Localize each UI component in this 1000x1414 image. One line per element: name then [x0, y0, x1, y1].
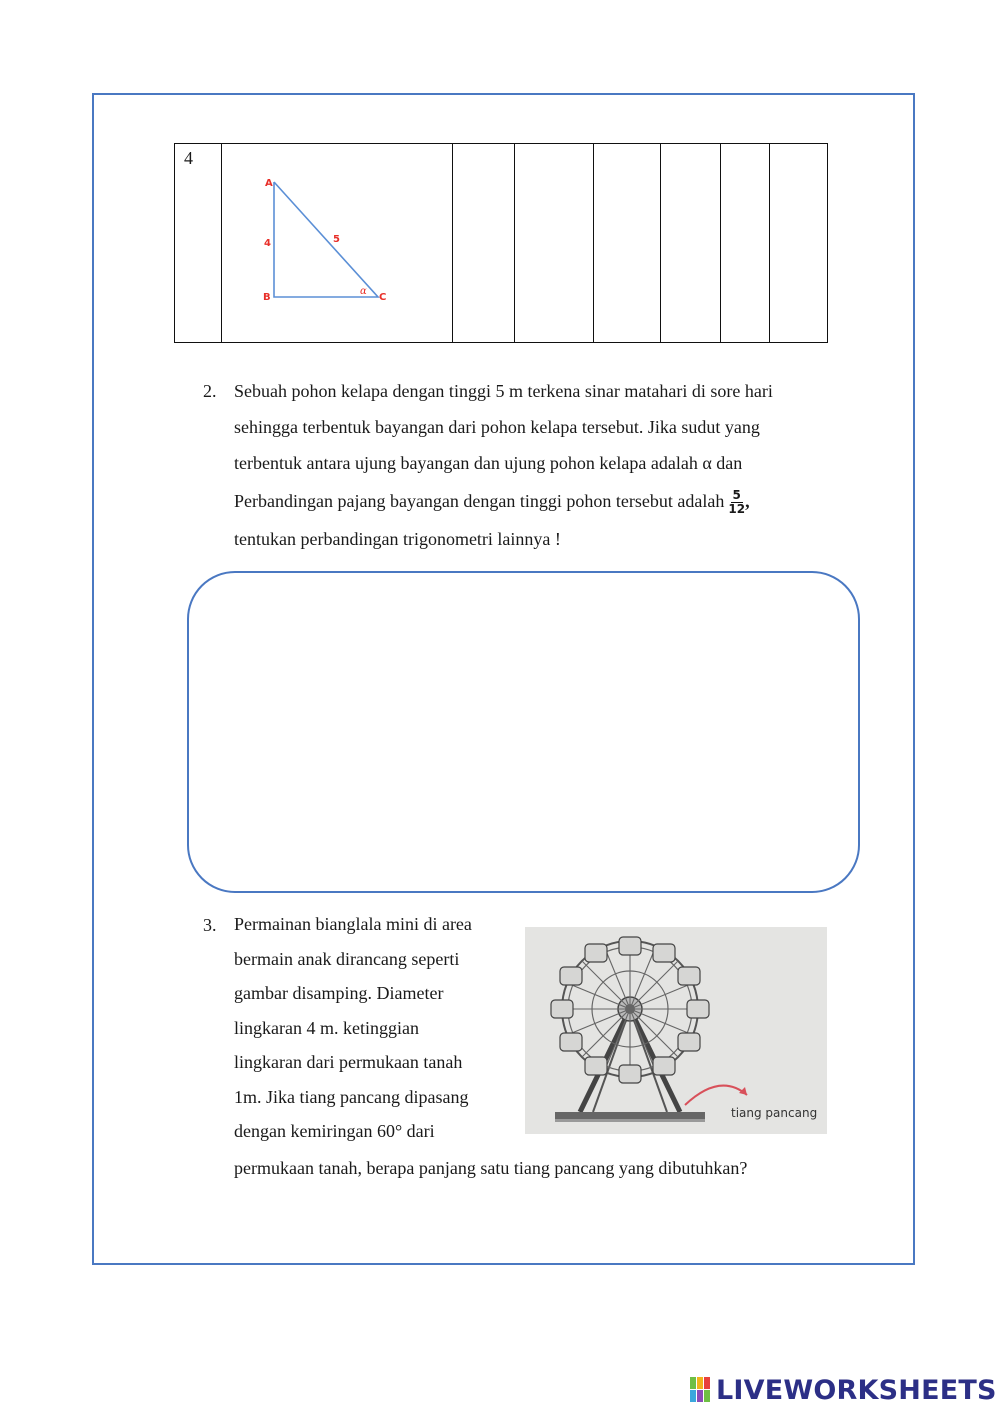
question-2-number: 2.: [203, 381, 217, 401]
question-3-line: dengan kemiringan 60° dari: [234, 1121, 435, 1141]
question-3-line: 1m. Jika tiang pancang dipasang: [234, 1086, 469, 1107]
side-ab-label: 4: [264, 238, 271, 249]
question-2-line: sehingga terbentuk bayangan dari pohon kelapa tersebut. Jika sudut yang: [234, 417, 760, 437]
question-3-line: bermain anak dirancang seperti: [234, 948, 460, 969]
row-number: 4: [184, 148, 193, 168]
triangle-shape: [274, 182, 378, 297]
table-cell-empty[interactable]: [661, 144, 721, 343]
fraction-5-12: [728, 489, 745, 516]
table-cell-empty[interactable]: [770, 144, 828, 343]
angle-alpha-label: α: [360, 286, 367, 297]
table-cell-number: [175, 144, 222, 343]
table-cell-empty[interactable]: [594, 144, 661, 343]
ferris-wheel-illustration: [525, 927, 827, 1134]
answer-box-question-2[interactable]: [187, 571, 860, 893]
liveworksheets-icon: [690, 1377, 716, 1403]
question-2-line: Sebuah pohon kelapa dengan tinggi 5 m terkena sinar matahari di sore hari: [234, 381, 773, 401]
tiang-pancang-label: tiang pancang: [731, 1106, 818, 1120]
ferris-wheel-image: [525, 927, 827, 1134]
question-2-line-with-fraction: [234, 481, 864, 521]
question-3-line: lingkaran dari permukaan tanah: [234, 1052, 463, 1072]
vertex-a-label: A: [265, 178, 273, 189]
side-ac-label: 5: [333, 234, 340, 245]
question-2-line: Perbandingan pajang bayangan dengan tinggi pohon tersebut adalah: [234, 491, 725, 511]
vertex-c-label: C: [379, 292, 387, 303]
question-2: [203, 373, 863, 558]
question-3-line: Permainan bianglala mini di area: [234, 914, 472, 934]
right-triangle-figure: [222, 144, 453, 344]
question-2-line: tentukan perbandingan trigonometri lainnya !: [234, 529, 561, 549]
question-3-line: lingkaran 4 m. ketinggian: [234, 1017, 419, 1038]
table-cell-empty[interactable]: [515, 144, 594, 343]
table-cell-empty[interactable]: [721, 144, 770, 343]
liveworksheets-wordmark: LIVEWORKSHEETS: [716, 1374, 997, 1406]
question-3-last-line: permukaan tanah, berapa panjang satu tiang pancang yang dibutuhkan?: [234, 1158, 748, 1178]
table-row: [175, 144, 828, 343]
question-3-line: gambar disamping. Diameter: [234, 983, 444, 1003]
fraction-numerator: 5: [732, 488, 741, 503]
vertex-b-label: B: [263, 292, 271, 303]
question-2-line: terbentuk antara ujung bayangan dan ujung pohon kelapa adalah α dan: [234, 453, 743, 473]
answer-table: [174, 143, 828, 343]
question-2-text: [234, 373, 864, 557]
fraction-comma: ,: [745, 491, 750, 511]
question-3-text: [234, 907, 524, 1149]
liveworksheets-logo: [690, 1372, 997, 1408]
question-3-number: 3.: [203, 915, 217, 935]
fraction-denominator: 12: [728, 502, 746, 517]
table-cell-figure: [222, 144, 453, 343]
table-cell-empty[interactable]: [453, 144, 515, 343]
